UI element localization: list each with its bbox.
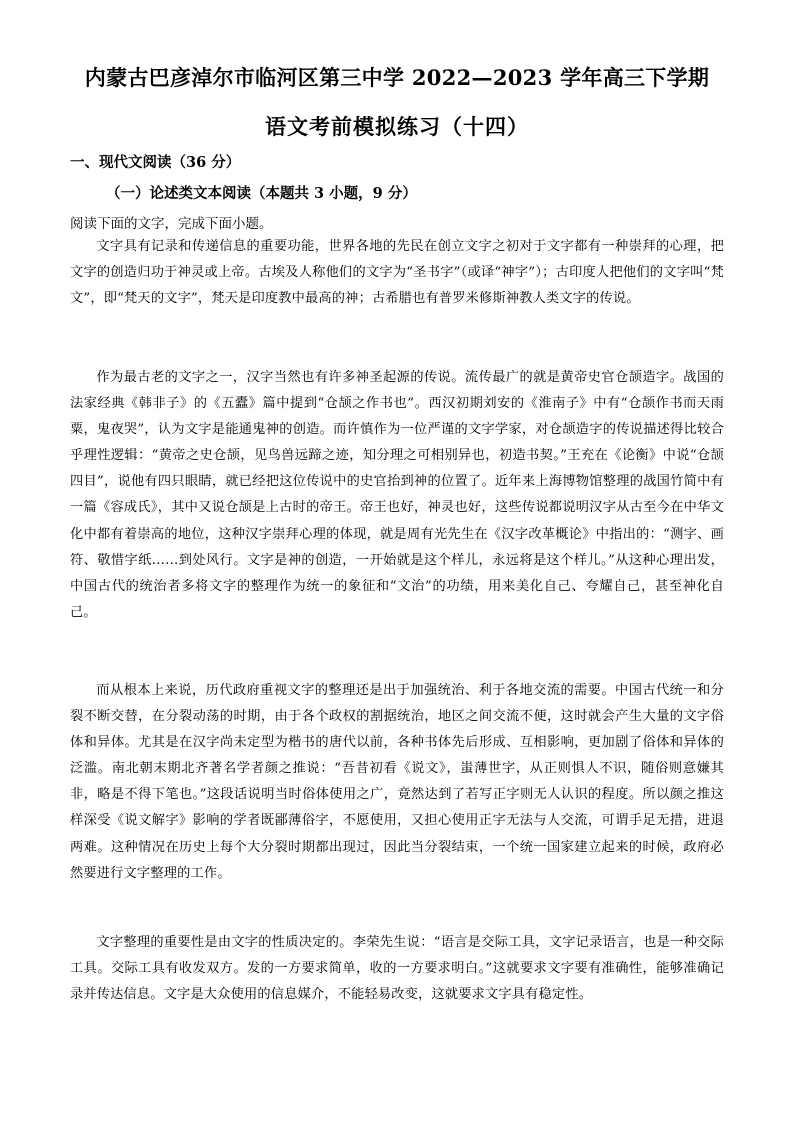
subsection-heading: （一）论述类文本阅读（本题共 3 小题，9 分） — [106, 185, 417, 202]
passage-paragraph: 作为最古老的文字之一，汉字当然也有许多神圣起源的传说。流传最广的就是黄帝史官仓颉造字。战国的法家经典《韩非子》的《五蠹》篇中提到“仓颉之作书也”。西汉初期刘安的《淮南子》中有“仓颉作书而天雨粟，鬼夜哭”，认为文字是能通鬼神的创造。而许慎作为一位严谨的文字学家，对仓颉造字的传说描述得比较合乎理性逻辑：“黄帝之史仓颉，见鸟兽远蹄之迹，知分理之可相别异也，初造书契。”王充在《论衡》中说“仓颉四目”，说他有四只眼睛，就已经把这位传说中的史官抬到神的位置了。近年来上海博物馆整理的战国竹简中有一篇《容成氏》，其中又说仓颉是上古时的帝王。帝王也好，神灵也好，这些传说都说明汉字从古至今在中华文化中都有着崇高的地位，这种汉字崇拜心理的体现，就是周有光先生在《汉字改革概论》中指出的：“测字、画符、敬惜字纸……到处风行。文字是神的创造，一开始就是这个样儿，永远将是这个样儿。”从这种心理出发，中国古代的统治者多将文字的整理作为统一的象征和“文治”的功绩，用来美化自己、夸耀自己，甚至神化自己。 — [70, 370, 724, 620]
section-heading: 一、现代文阅读（36 分） — [70, 154, 241, 171]
exam-title-line2: 语文考前模拟练习（十四） — [265, 114, 529, 139]
passage-paragraph: 文字具有记录和传递信息的重要功能，世界各地的先民在创立文字之初对于文字都有一种崇拜的心理，把文字的创造归功于神灵或上帝。古埃及人称他们的文字为“圣书字”（或译“神字”）；古印度人把他们的文字叫“梵文”，即“梵天的文字”，梵天是印度教中最高的神；古希腊也有普罗米修斯神教人类文字的传说。 — [70, 239, 724, 307]
exam-title-line1: 内蒙古巴彦淖尔市临河区第三中学 2022—2023 学年高三下学期 — [84, 65, 710, 90]
passage-paragraph: 文字整理的重要性是由文字的性质决定的。李荣先生说：“语言是交际工具，文字记录语言，也是一种交际工具。交际工具有收发双方。发的一方要求简单，收的一方要求明白。”这就要求文字要有准确性，能够准确记录并传达信息。文字是大众使用的信息媒介，不能轻易改变，这就要求文字具有稳定性。 — [70, 935, 724, 1003]
reading-instruction: 阅读下面的文字，完成下面小题。 — [70, 216, 273, 232]
passage-paragraph: 而从根本上来说，历代政府重视文字的整理还是出于加强统治、利于各地交流的需要。中国古代统一和分裂不断交替，在分裂动荡的时期，由于各个政权的割据统治，地区之间交流不便，这时就会产生大量的文字俗体和异体。尤其是在汉字尚未定型为楷书的唐代以前，各种书体先后形成、互相影响，更加剧了俗体和异体的泛滥。南北朝末期北齐著名学者颜之推说：“吾昔初看《说文》，蚩薄世字，从正则惧人不识，随俗则意嫌其非，略是不得下笔也。”这段话说明当时俗体使用之广，竟然达到了若写正字则无人认识的程度。所以颜之推这样深受《说文解字》影响的学者既鄙薄俗字，不愿使用，又担心使用正字无法与人交流，可谓手足无措，进退两难。这种情况在历史上每个大分裂时期都出现过，因此当分裂结束，一个统一国家建立起来的时候，政府必然要进行文字整理的工作。 — [70, 683, 724, 881]
